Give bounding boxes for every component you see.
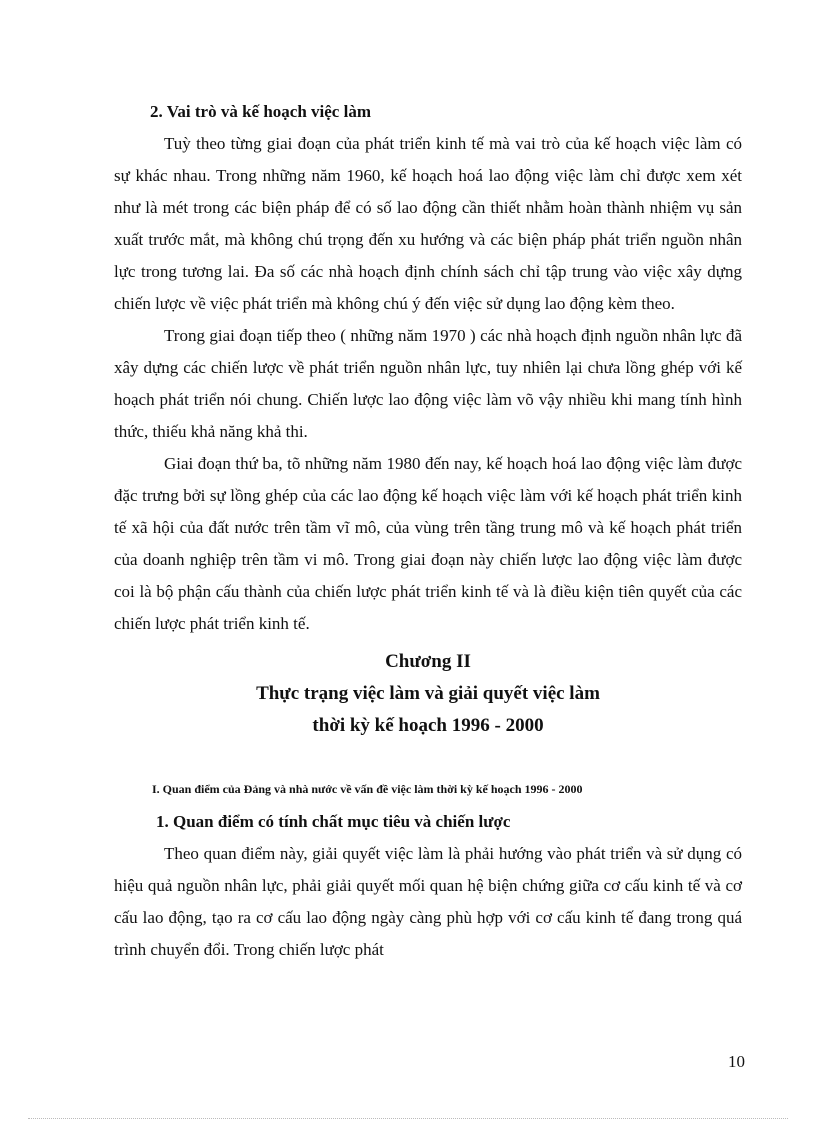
paragraph-1: Tuỳ theo từng giai đoạn của phát triển kinh tế mà vai trò của kế hoạch việc làm có sự khác nhau. Trong những năm 1960, kế hoạch hoá lao động việc làm chỉ được xem xét như là mét trong các biện pháp để có số lao động cần thiết nhằm hoàn thành nhiệm vụ sản xuất trước mắt, mà không chú trọng đến xu hướng và các biện pháp phát triển nguồn nhân lực trong tương lai. Đa số các nhà hoạch định chính sách chỉ tập trung vào việc xây dựng chiến lược về việc phát triển mà không chú ý đến việc sử dụng lao động kèm theo. (114, 134, 742, 313)
paragraph-2: Trong giai đoạn tiếp theo ( những năm 1970 ) các nhà hoạch định nguồn nhân lực đã xây dựng các chiến lược về phát triển nguồn nhân lực, tuy nhiên lại chưa lồng ghép với kế hoạch phát triển nói chung. Chiến lược lao động việc làm võ vậy nhiều khi mang tính hình thức, thiếu khả năng khả thi. (114, 326, 742, 441)
chapter-heading (114, 646, 742, 742)
sub-heading: 1. Quan điểm có tính chất mục tiêu và chiến lược (156, 812, 511, 831)
paragraph-3: Giai đoạn thứ ba, tõ những năm 1980 đến nay, kế hoạch hoá lao động việc làm được đặc trưng bởi sự lồng ghép của các lao động kế hoạch việc làm với kế hoạch phát triển kinh tế xã hội của đất nước trên tầm vĩ mô, của vùng trên tầng trung mô và kế hoạch phát triển của doanh nghiệp trên tầm vi mô. Trong giai đoạn này chiến lược lao động việc làm được coi là bộ phận cấu thành của chiến lược phát triển kinh tế và là điều kiện tiên quyết của các chiến lược phát triển kinh tế. (114, 454, 742, 633)
point-heading: I. Quan điểm của Đảng và nhà nước về vấn đề việc làm thời kỳ kế hoạch 1996 - 2000 (152, 782, 583, 796)
page-number: 10 (728, 1052, 745, 1071)
section-heading: 2. Vai trò và kế hoạch việc làm (150, 102, 371, 121)
chapter-number: Chương II (385, 651, 471, 672)
footer-divider (28, 1118, 788, 1119)
chapter-title-line-1: Thực trạng việc làm và giải quyết việc làm (256, 683, 600, 704)
chapter-title-line-2: thời kỳ kế hoạch 1996 - 2000 (312, 715, 544, 736)
page-content (114, 96, 742, 966)
paragraph-4: Theo quan điểm này, giải quyết việc làm là phải hướng vào phát triển và sử dụng có hiệu quả nguồn nhân lực, phải giải quyết mối quan hệ biện chứng giữa cơ cấu kinh tế và cơ cấu lao động, tạo ra cơ cấu lao động ngày càng phù hợp với cơ cấu kinh tế đang trong quá trình chuyển đổi. Trong chiến lược phát (114, 844, 742, 959)
